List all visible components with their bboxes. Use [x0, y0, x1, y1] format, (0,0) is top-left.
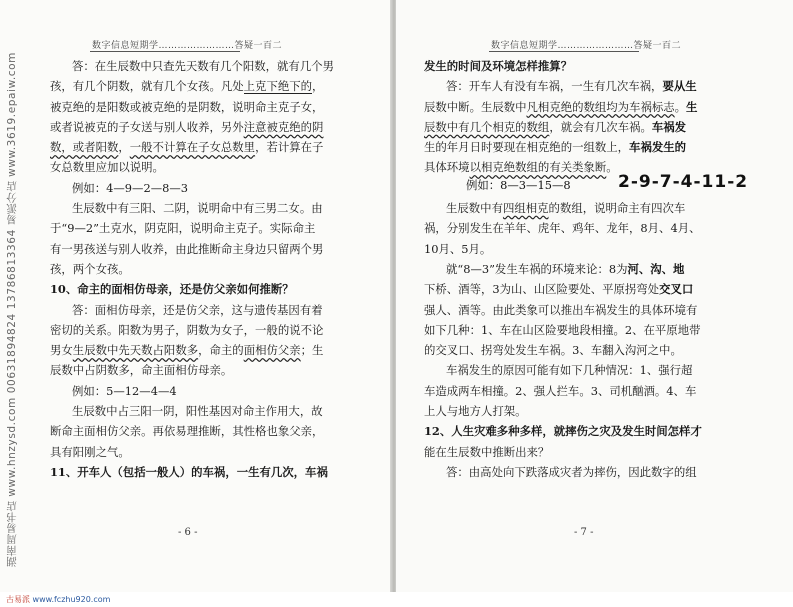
text-segment: 答：面相仿母亲，还是仿父亲，这与遗传基因有着 — [72, 302, 323, 317]
text-line — [424, 462, 702, 482]
text-segment: 车祸发生的原因可能有如下几种情况：1、强行超 — [446, 363, 693, 378]
text-line — [50, 360, 334, 380]
right-page — [396, 0, 793, 592]
text-line — [50, 300, 334, 320]
left-header-rule — [90, 51, 240, 52]
footer-watermark — [0, 592, 793, 607]
text-line — [424, 259, 702, 279]
right-page-number: - 7 - — [574, 527, 594, 538]
text-segment: 具有阳刚之气。 — [50, 444, 130, 459]
text-line — [424, 198, 702, 218]
right-header-rule — [489, 51, 639, 52]
handwritten-numbers: 2-9-7-4-11-2 — [618, 172, 749, 192]
right-page-header: 数字信息短期学……………………答疑一百二 — [491, 41, 682, 51]
text-line — [424, 218, 702, 238]
underlined-text: 以相克绝数组的有关类象断 — [469, 160, 607, 175]
text-segment: 10、命主的面相仿母亲，还是仿父亲如何推断？ — [50, 282, 294, 297]
underlined-text: 面相仿父亲 — [243, 343, 301, 358]
text-segment: 孩，两个女孩。 — [50, 261, 130, 276]
underlined-text: 注意被克绝的阴 — [243, 119, 324, 134]
text-line — [424, 381, 702, 401]
text-segment: 的交叉口、拐弯处发生车祸。3、车翻入沟河之中。 — [424, 343, 682, 358]
text-line — [50, 137, 334, 157]
underlined-text: 数，或者阳数 — [50, 140, 119, 155]
text-line — [50, 56, 334, 76]
handwritten-note: 要从生 — [662, 79, 697, 94]
text-segment: 生辰数中有三阳、二阴，说明命中有三男二女。由 — [72, 201, 323, 216]
underlined-text: 凡相克绝的数组均为车祸标志 — [526, 99, 675, 114]
underlined-text: 生辰数中先天数占阳数多 — [72, 343, 199, 358]
text-segment: 。 — [674, 99, 687, 114]
text-segment: 生辰数中有 — [446, 201, 503, 216]
text-line — [50, 178, 334, 198]
left-page — [0, 0, 392, 592]
text-segment: 的数组，说明命主有四次车 — [548, 201, 686, 216]
handwritten-note: 生 — [686, 99, 698, 114]
text-line — [50, 239, 334, 259]
text-segment: ， — [312, 79, 324, 94]
text-segment: ，命主的 — [198, 343, 244, 358]
text-segment: 强人、酒等。由此类象可以推出车祸发生的具体环境有 — [424, 302, 698, 317]
text-segment: ；生 — [300, 343, 324, 358]
text-segment: 能在生辰数中推断出来？ — [424, 444, 550, 459]
text-line — [50, 442, 334, 462]
text-segment: 11、开车人（包括一般人）的车祸，一生有几次，车祸 — [50, 464, 328, 479]
text-segment: 密切的关系。阳数为男子，阴数为女子，一般的说不论 — [50, 322, 324, 337]
text-line — [50, 76, 334, 96]
text-segment: 如下几种：1、车在山区险要地段相撞。2、在平原地带 — [424, 322, 701, 337]
text-segment: 12、人生灾难多种多样，就摔伤之灾及发生时间怎样才 — [424, 424, 702, 439]
text-line — [424, 360, 702, 380]
text-segment: 答：由高处向下跌落成灾者为摔伤，因此数字的组 — [446, 464, 697, 479]
left-page-number: - 6 - — [178, 527, 198, 538]
text-line — [50, 381, 334, 401]
text-segment: 或者说被克的子女送与别人收养，另外 — [50, 119, 244, 134]
text-line — [50, 340, 334, 360]
left-page-body — [50, 56, 334, 482]
text-line — [50, 279, 334, 299]
text-line — [424, 340, 702, 360]
text-line — [50, 259, 334, 279]
text-line — [424, 320, 702, 340]
text-segment: 上人与地方人打架。 — [424, 404, 527, 419]
text-line — [50, 97, 334, 117]
text-segment: 有一男孩送与别人收养，由此推断命主身边只留两个男 — [50, 241, 324, 256]
text-segment: 答：开车人有没有车祸，一生有几次车祸， — [446, 79, 663, 94]
text-line — [424, 421, 702, 441]
text-line — [424, 442, 702, 462]
text-segment: 。 — [606, 160, 618, 175]
text-line — [424, 279, 702, 299]
text-segment: 生辰数中占三阳一阴，阳性基因对命主作用大，故 — [72, 404, 323, 419]
text-line — [50, 157, 334, 177]
text-line — [50, 462, 334, 482]
text-line — [424, 300, 702, 320]
text-segment: 答：在生辰数中只查先天数有几个阳数，就有几个男 — [72, 59, 334, 73]
text-segment: 就“8—3”发生车祸的环境来论：8为 — [446, 261, 628, 276]
text-line — [424, 401, 702, 421]
text-segment: ， — [118, 140, 130, 155]
right-page-body — [424, 56, 702, 482]
underlined-text: 辰数中有几个相克的数组 — [424, 119, 550, 134]
text-line — [424, 137, 702, 157]
text-segment: 发生的时间及环境怎样推算？ — [424, 59, 573, 73]
left-page-header: 数字信息短期学……………………答疑一百二 — [92, 41, 283, 51]
underlined-text: 四组相克 — [502, 201, 549, 216]
text-segment: ，若计算在子 — [255, 140, 324, 155]
text-line — [50, 401, 334, 421]
text-segment: 生的年月日时要现在相克绝的一组数上， — [424, 140, 630, 155]
text-segment: 具体环境 — [424, 160, 470, 175]
text-line — [50, 218, 334, 238]
side-watermark — [4, 52, 20, 582]
text-line — [424, 56, 702, 76]
text-line — [50, 320, 334, 340]
footer-site: www.fczhu920.com — [32, 595, 111, 604]
text-segment: 例如：4—9—2—8—3 — [72, 180, 188, 195]
handwritten-note: 车祸发生的 — [629, 140, 687, 155]
text-segment: 祸，分别发生在羊年、虎年、鸡年、龙年，8月、4月、 — [424, 221, 701, 236]
text-line — [424, 117, 702, 137]
text-segment: 10月、5月。 — [424, 241, 492, 256]
text-line — [424, 97, 702, 117]
text-segment: 例如：5—12—4—4 — [72, 383, 177, 398]
handwritten-note: 车祸发 — [651, 119, 687, 134]
text-line — [50, 198, 334, 218]
text-segment: 男女 — [50, 343, 73, 358]
text-segment: 辰数中断。生辰数中 — [424, 99, 527, 114]
example-line: 例如：8—3—15—8 — [466, 178, 571, 192]
text-segment: 断命主面相仿父亲。再依易理推断，其性格也象父亲， — [50, 424, 324, 439]
text-line — [50, 117, 334, 137]
underlined-text: 一般不计算在子女总数里 — [129, 140, 256, 155]
text-line — [424, 239, 702, 259]
text-line — [50, 421, 334, 441]
text-segment: 辰数中占阴数多，命主面相仿母亲。 — [50, 363, 233, 378]
side-watermark-text: 湖南周易书店 www.hnzysd.com 00631894824 13786813364 易派分店 www.3619.epaiw.com — [6, 52, 18, 568]
text-segment: 于“9—2”土克水，阴克阳，说明命主克子。实际命主 — [50, 221, 316, 236]
text-segment: 被克绝的是阳数或被克绝的是阴数，说明命主克子女， — [50, 99, 324, 114]
handwritten-note: 交叉口 — [659, 282, 694, 297]
text-segment: 下桥、酒等，3为山、山区险要处、平原拐弯处 — [424, 282, 660, 297]
footer-brand: 古易派 — [6, 595, 30, 604]
handwritten-note: 河、沟、地 — [627, 261, 685, 276]
text-segment: 车造成两车相撞。2、强人拦车。3、司机酗酒。4、车 — [424, 383, 697, 398]
underlined-text: 上克下绝下的 — [243, 79, 313, 94]
text-line — [424, 76, 702, 96]
text-segment: ，就会有几次车祸。 — [549, 119, 652, 134]
text-segment: 孩，有几个阴数，就有几个女孩。凡处 — [50, 79, 244, 94]
text-segment: 女总数里应加以说明。 — [50, 160, 164, 175]
